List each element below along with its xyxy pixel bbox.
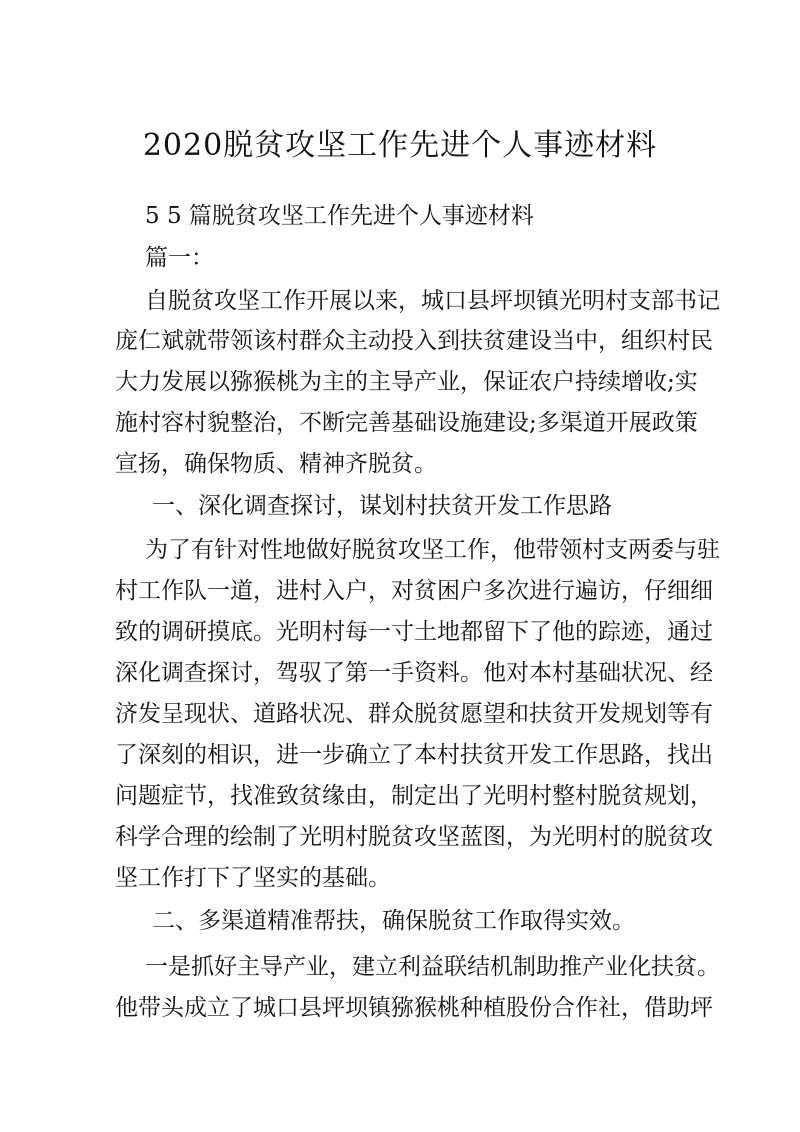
section-heading: 二、多渠道精准帮扶，确保脱贫工作取得实效。 [152,908,635,934]
document-title: 2020脱贫攻坚工作先进个人事迹材料 [142,128,658,163]
paragraph-line: 一是抓好主导产业，建立利益联结机制助推产业化扶贫。 [145,954,720,980]
section-heading: 一、深化调查探讨，谋划村扶贫开发工作思路 [152,493,612,519]
document-subtitle: 5 5 篇脱贫攻坚工作先进个人事迹材料 [145,203,534,229]
paragraph-line: 坚工作打下了坚实的基础。 [115,865,391,891]
paragraph-line: 深化调查探讨，驾驭了第一手资料。他对本村基础状况、经 [115,660,713,686]
paragraph-line: 他带头成立了城口县坪坝镇猕猴桃种植股份合作社，借助坪 [115,995,713,1021]
paragraph-line: 大力发展以猕猴桃为主的主导产业，保证农户持续增收;实 [115,369,698,395]
paragraph-line: 宣扬，确保物质、精神齐脱贫。 [115,451,437,477]
section-label: 篇一： [145,245,214,271]
paragraph-line: 了深刻的相识，进一步确立了本村扶贫开发工作思路，找出 [115,742,713,768]
paragraph-line: 庞仁斌就带领该村群众主动投入到扶贫建设当中，组织村民 [115,328,713,354]
paragraph-line: 问题症节，找准致贫缘由，制定出了光明村整村脱贫规划， [115,783,713,809]
paragraph-line: 施村容村貌整治，不断完善基础设施建设;多渠道开展政策 [115,410,698,436]
paragraph-line: 济发呈现状、道路状况、群众脱贫愿望和扶贫开发规划等有 [115,701,713,727]
paragraph-line: 村工作队一道，进村入户，对贫困户多次进行遍访，仔细细 [115,578,713,604]
paragraph-line: 为了有针对性地做好脱贫攻坚工作，他带领村支两委与驻 [145,537,720,563]
paragraph-line: 自脱贫攻坚工作开展以来，城口县坪坝镇光明村支部书记 [145,288,720,314]
paragraph-line: 科学合理的绘制了光明村脱贫攻坚蓝图，为光明村的脱贫攻 [115,824,713,850]
paragraph-line: 致的调研摸底。光明村每一寸土地都留下了他的踪迹，通过 [115,619,713,645]
